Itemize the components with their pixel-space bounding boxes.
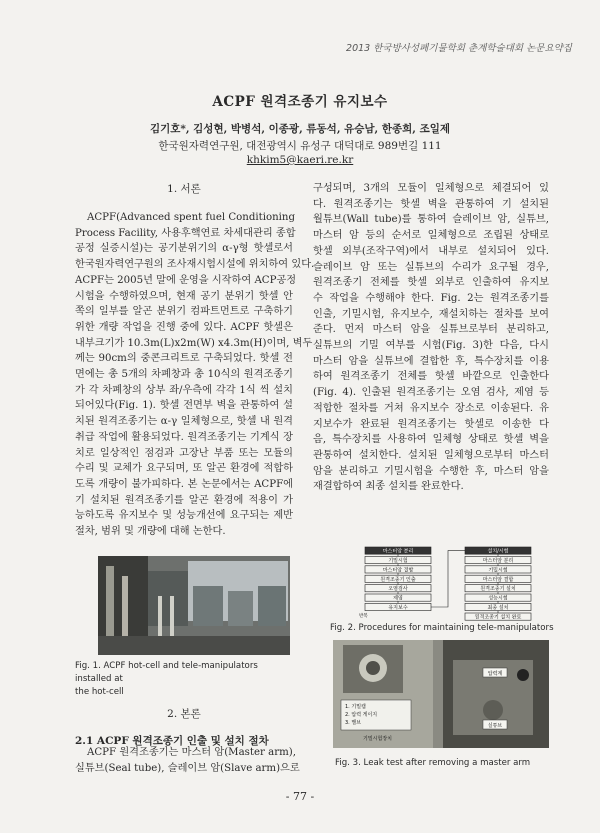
- flow-left-step-label: 원격조종기 인출: [380, 576, 416, 583]
- email-link[interactable]: khkim5@kaeri.re.kr: [246, 154, 354, 166]
- flow-side-label: 반복: [359, 614, 368, 619]
- fig3-caption: Fig. 3. Leak test after removing a master arm: [335, 758, 531, 768]
- fig3-legend-2: 2. 압력 게이지: [345, 712, 378, 718]
- flow-right-step-label: 설치/시험: [487, 548, 509, 555]
- flow-right-step-label: 성능시험: [488, 595, 508, 602]
- authors: 김기호*, 김성현, 박병석, 이종광, 류동석, 유승남, 한종희, 조일제: [149, 123, 451, 135]
- fig2-caption: Fig. 2. Procedures for maintaining tele-manipulators: [330, 623, 554, 633]
- flow-left-step-label: 기밀시험: [388, 558, 408, 564]
- left-line: 수리 및 교체가 요구되며, 또 알곤 환경에 적합하: [75, 463, 293, 475]
- right-line: 관통하여 설치한다. 설치된 일체형으로부터 마스터: [313, 449, 549, 461]
- right-line: 음, 특수장치를 사용하여 일체형 상태로 핫셀 벽을: [313, 434, 549, 446]
- right-line: 수 작업을 수행해야 한다. Fig. 2는 원격조종기를: [313, 292, 549, 304]
- left-line: Process Facility, 사용후핵연료 차세대관리 종합: [75, 227, 296, 239]
- left-line: 께는 90cm의 중콘크리트로 구축되었다. 핫셀 전: [75, 353, 293, 365]
- left-line: 능하도록 유지보수 및 성능개선에 요구되는 제반: [75, 510, 293, 522]
- right-line: 실튜브의 기밀 여부를 시험(Fig. 3)한 다음, 다시: [313, 340, 549, 352]
- left-line: 되어있다(Fig. 1). 핫셀 전면부 벽을 관통하여 설: [75, 400, 293, 412]
- left-line: 공정 실증시설)는 공기분위기의 α-γ형 핫셀로서: [75, 243, 293, 255]
- page-number: - 77 -: [285, 790, 315, 803]
- flow-left-step-label: 제염: [393, 595, 403, 602]
- left-line: 면에는 총 5개의 차폐창과 총 10식의 원격조종기: [75, 369, 293, 381]
- right-paragraph: [313, 181, 549, 495]
- leak-test-photo-art: [333, 640, 549, 748]
- left-line: 가 각 차폐창의 상부 좌/우측에 각각 1식 씩 설치: [75, 384, 293, 396]
- intro-paragraph: [75, 210, 315, 540]
- left-line: 내부크기가 10.3m(L)x2m(W) x4.3m(H)이며, 벽두: [75, 337, 313, 349]
- affiliation: 한국원자력연구원, 대전광역시 유성구 대덕대로 989번길 111: [158, 140, 442, 152]
- flow-left-step-label: 유지보수: [388, 605, 408, 611]
- right-line: 구성되며, 3개의 모듈이 일체형으로 체결되어 있: [313, 183, 549, 194]
- leftsub-line: 실튜브(Seal tube), 슬레이브 암(Slave arm)으로: [75, 762, 300, 774]
- left-line: 쪽의 일부를 알곤 분위기 컴파트먼트로 구축하기: [75, 306, 293, 318]
- flow-right-step-label: 마스터암 분리: [482, 558, 514, 564]
- fig3-tag1: 압력계: [487, 671, 503, 677]
- left-line: 치로 일상적인 점검과 고장난 부품 또는 모듈의: [75, 447, 293, 459]
- left-line: 취급 작업에 활용되었다. 원격조종기는 기계식 장: [75, 431, 293, 443]
- fig1-caption-line-1: Fig. 1. ACPF hot-cell and tele-manipulators installed at: [75, 661, 258, 684]
- fig3-tag2: 실튜브: [487, 723, 503, 729]
- right-line: 인출, 기밀시험, 유지보수, 재설치하는 절차를 보여: [313, 308, 549, 320]
- left-line: 절차, 범위 및 개량에 대해 논한다.: [75, 526, 226, 538]
- fig1-caption: [75, 660, 295, 699]
- left-line: 도록 개량이 불가피하다. 본 논문에서는 ACPF에: [75, 478, 293, 490]
- right-line: 마스터 암을 실튜브에 결합한 후, 특수장치를 이용: [313, 355, 549, 367]
- leftsub-line: ACPF 원격조종기는 마스터 암(Master arm),: [87, 747, 296, 758]
- hot-cell-photo: [98, 556, 290, 655]
- right-line: 하여 원격조종기 전체를 핫셀 바깥으로 인출한다: [313, 371, 549, 383]
- running-header: 2013 한국방사성폐기물학회 춘계학술대회 논문요약집: [346, 43, 572, 54]
- flow-left-step-label: 마스터암 분리: [382, 548, 414, 555]
- section-heading-intro: 1. 서론: [167, 183, 201, 195]
- left-line: ACPF(Advanced spent fuel Conditioning: [87, 212, 295, 223]
- right-line: 원격조종기 전체를 핫셀 외부로 인출하여 유지보: [313, 277, 549, 289]
- left-line: 치된 원격조종기는 α-γ 일체형으로, 핫셀 내 원격: [75, 416, 293, 428]
- right-line: 암을 분리하고 기밀시험을 수행한 후, 마스터 암을: [313, 465, 549, 477]
- flow-right-step-label: 원격조종기 설치: [480, 586, 516, 593]
- fig3-legend-3: 3. 밸브: [345, 720, 362, 726]
- fig3-legend-1: 1. 기밀캡: [345, 704, 366, 710]
- flow-connector: [431, 551, 465, 607]
- leak-test-photo: [333, 640, 549, 748]
- right-line: 마스터 암 등의 순서로 일체형으로 조립된 상태로: [313, 230, 549, 242]
- fig3-bottom-label: 기밀시험장치: [363, 736, 392, 742]
- fig1-caption-line-2: the hot-cell: [75, 687, 124, 697]
- left-line: 기 설치된 원격조종기를 알곤 환경에 적용이 가: [75, 494, 293, 506]
- right-line: 슬레이브 암 또는 실튜브의 수리가 요구될 경우,: [313, 261, 549, 273]
- right-line: 다. 원격조종기는 핫셀 벽을 관통하여 기 설치된: [313, 198, 549, 210]
- paper-title: ACPF 원격조종기 유지보수: [212, 94, 388, 110]
- section-heading-body: 2. 본론: [167, 708, 201, 720]
- flow-right-step-label: 최종 설치: [487, 605, 509, 611]
- flow-left-step-label: 오염검사: [388, 586, 408, 593]
- left-line: 시험을 수행하였으며, 현재 공기 분위기 핫셀 안: [75, 290, 293, 302]
- flow-right-step-label: 기밀시험: [488, 567, 508, 574]
- flowchart-svg: [357, 545, 549, 621]
- flow-left-step-label: 마스터암 결합: [382, 567, 414, 574]
- hot-cell-photo-art: [98, 556, 290, 655]
- right-line: 준다. 먼저 마스터 암을 실튜브로부터 분리하고,: [313, 324, 549, 336]
- flow-right-step-label: 마스터암 결합: [482, 576, 514, 583]
- left-line: ACPF는 2005년 말에 운영을 시작하여 ACP공정: [75, 274, 297, 286]
- subsection-paragraph: [75, 745, 300, 776]
- right-line: 재결합하여 최종 설치를 완료한다.: [313, 481, 464, 493]
- subsection-heading: 2.1 ACPF 원격조종기 인출 및 설치 절차: [75, 735, 269, 747]
- flow-bottom-step-label: 원격조종기 설치 완료: [474, 614, 522, 621]
- right-line: 월튜브(Wall tube)를 통하여 슬레이브 암, 실튜브,: [313, 214, 549, 226]
- right-line: 지보수가 완료된 원격조종기는 핫셀로 이송한 다: [313, 418, 549, 430]
- right-line: (Fig. 4). 인출된 원격조종기는 오염 검사, 제염 등: [313, 387, 549, 399]
- right-line: 핫셀 외부(조작구역)에서 내부로 설치되어 있다.: [313, 245, 549, 257]
- left-line: 한국원자력연구원의 조사재시험시설에 위치하여 있다.: [75, 259, 315, 271]
- left-line: 위한 개량 작업을 진행 중에 있다. ACPF 핫셀은: [75, 321, 293, 333]
- procedure-flowchart: [357, 545, 549, 621]
- right-line: 적합한 절차를 거쳐 유지보수 장소로 이송된다. 유: [313, 402, 549, 414]
